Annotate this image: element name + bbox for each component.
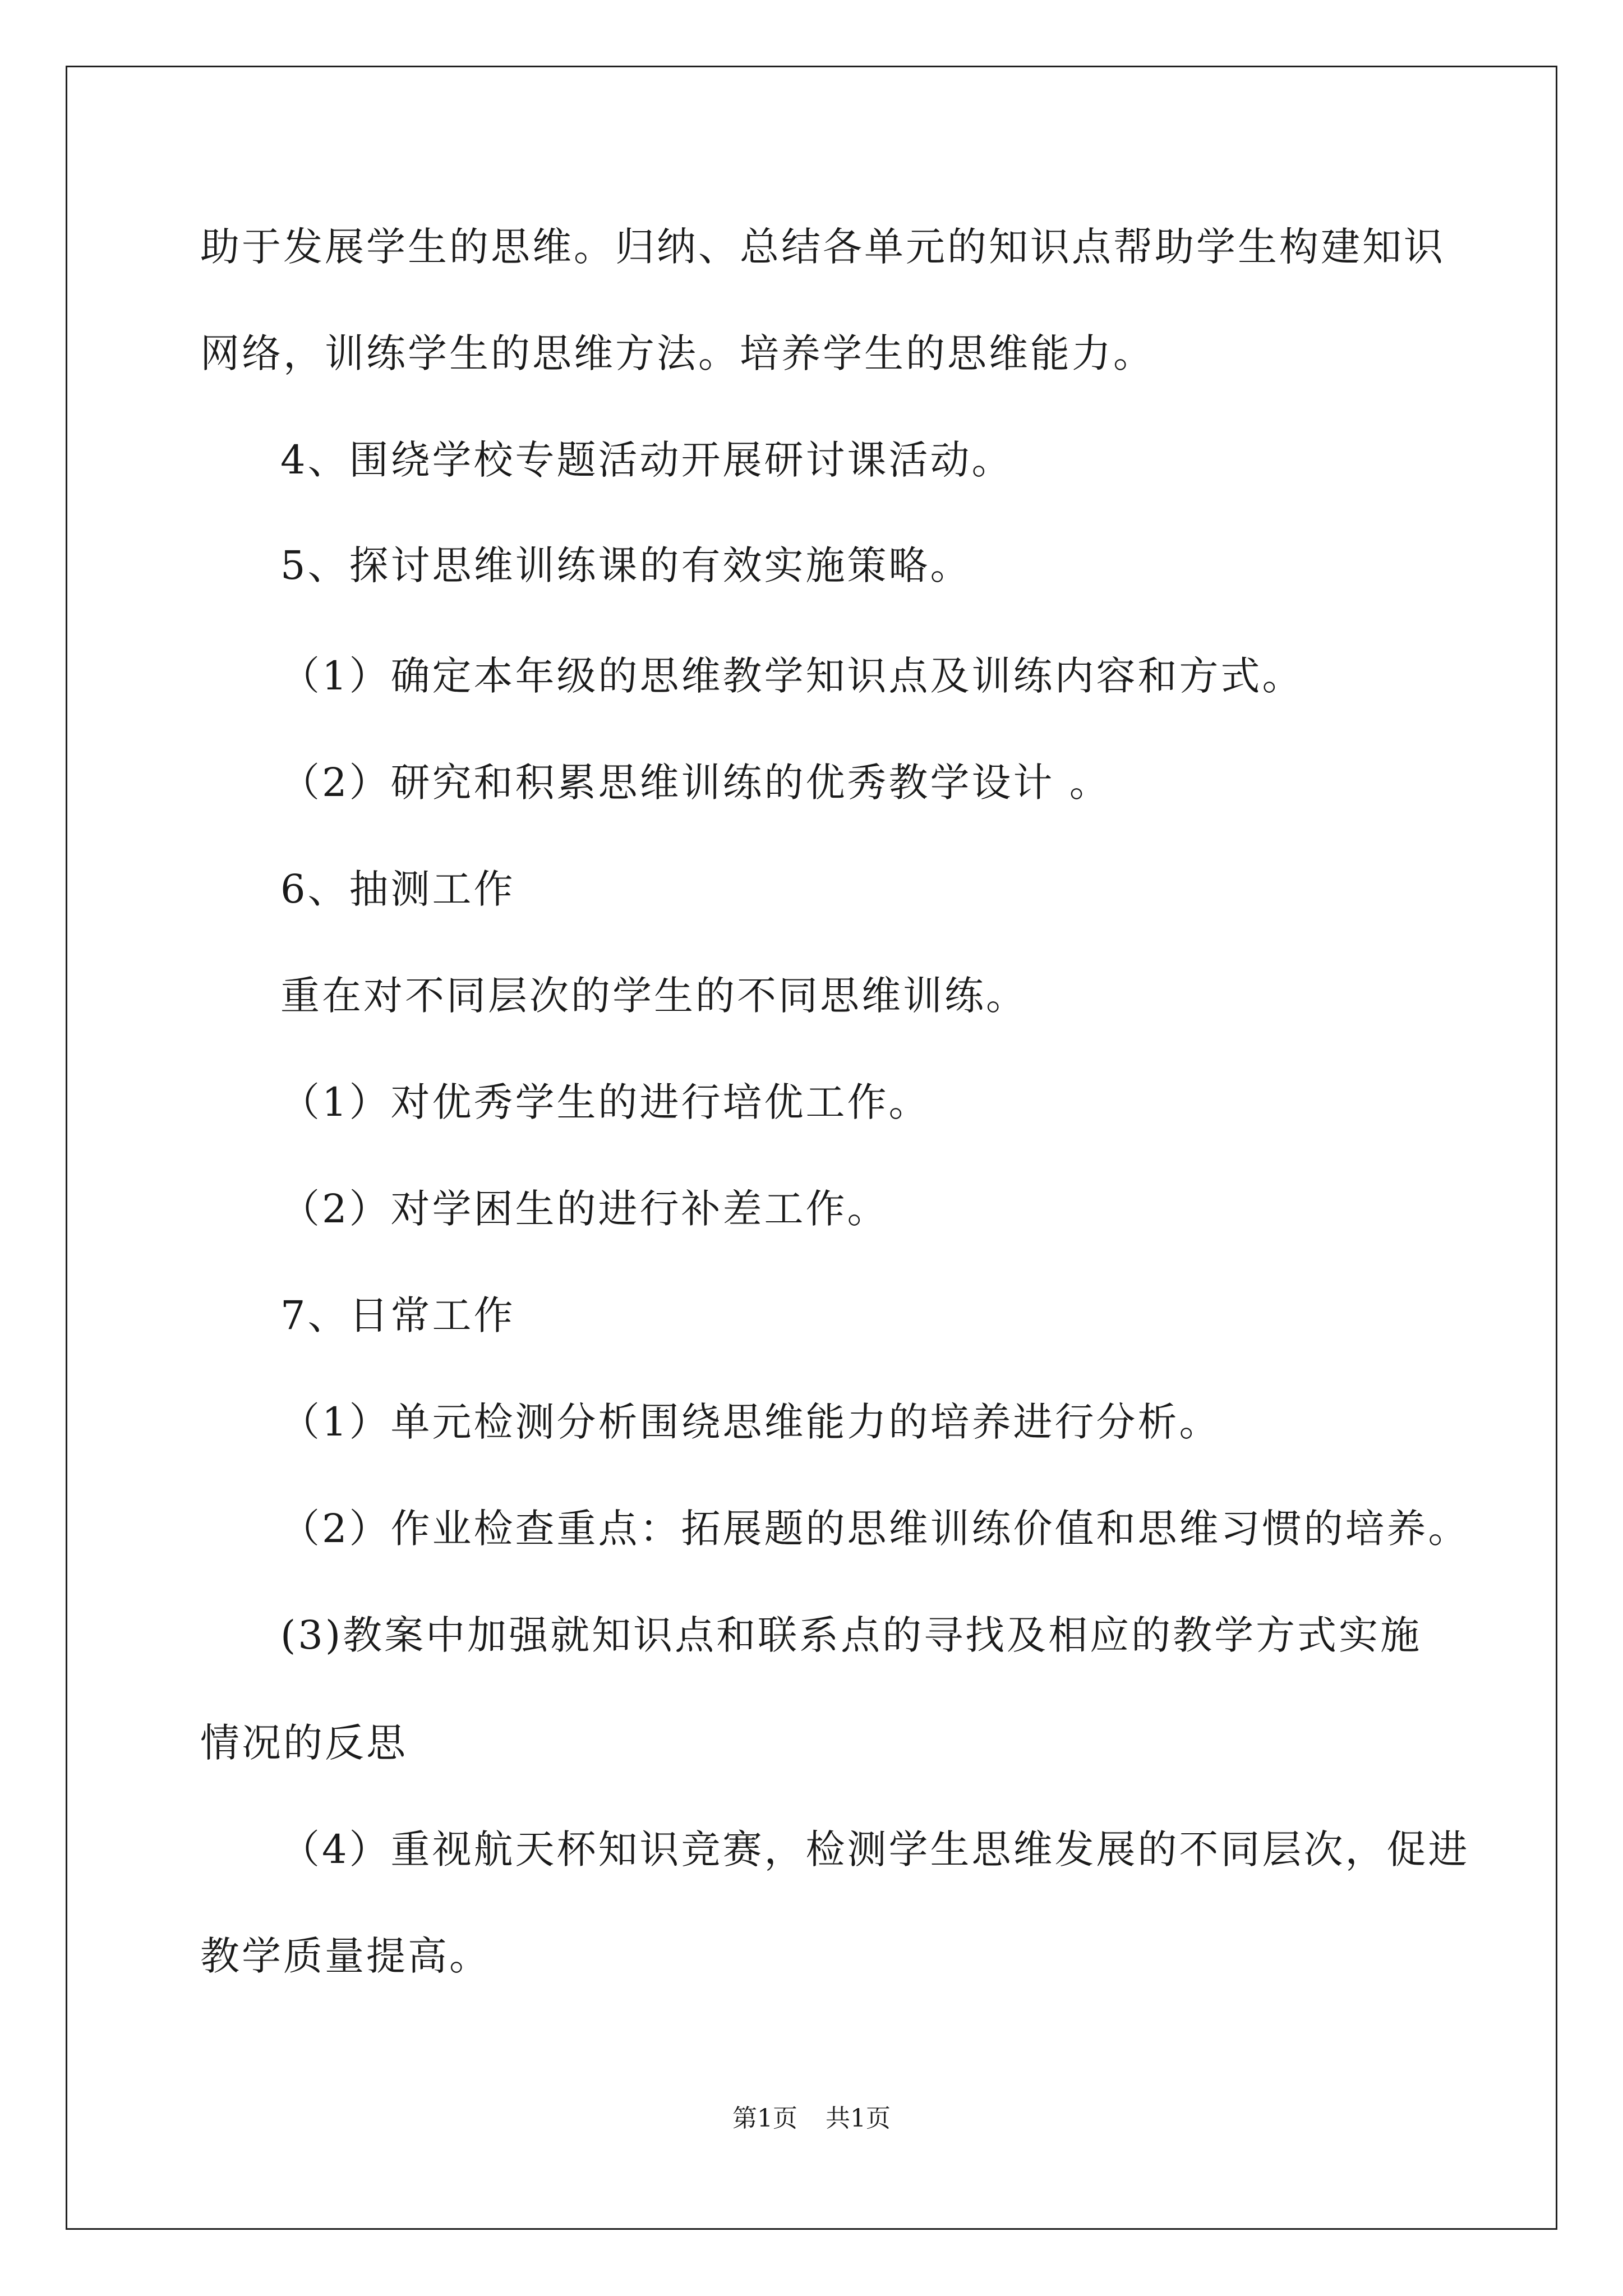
item-7-sub-1: （1）单元检测分析围绕思维能力的培养进行分析。 xyxy=(280,1399,1221,1445)
item-7: 7、日常工作 xyxy=(280,1292,515,1338)
item-7-sub-4: （4）重视航天杯知识竞赛，检测学生思维发展的不同层次，促进 xyxy=(280,1826,1470,1872)
item-6-sub-2: （2）对学困生的进行补差工作。 xyxy=(280,1186,889,1232)
item-5-sub-1: （1）确定本年级的思维教学知识点及训练内容和方式。 xyxy=(280,653,1304,699)
page-total: 共1页 xyxy=(826,2104,891,2133)
page-border xyxy=(66,66,1557,2230)
item-7-sub-4-cont: 教学质量提高。 xyxy=(200,1933,491,1979)
item-6-intro: 重在对不同层次的学生的不同思维训练。 xyxy=(280,973,1027,1019)
item-7-sub-2: （2）作业检查重点：拓展题的思维训练价值和思维习惯的培养。 xyxy=(280,1506,1470,1552)
item-6: 6、抽测工作 xyxy=(280,866,515,912)
paragraph-line-2: 网络，训练学生的思维方法。培养学生的思维能力。 xyxy=(200,330,1155,376)
page-number: 第1页 xyxy=(732,2104,797,2133)
item-5-sub-2: （2）研究和积累思维训练的优秀教学设计 。 xyxy=(280,760,1111,806)
page-footer xyxy=(0,2102,1623,2136)
item-4: 4、围绕学校专题活动开展研讨课活动。 xyxy=(280,437,1013,483)
item-7-sub-3-cont: 情况的反思 xyxy=(200,1720,408,1766)
item-5: 5、探讨思维训练课的有效实施策略。 xyxy=(280,542,972,588)
item-7-sub-3: (3)教案中加强就知识点和联系点的寻找及相应的教学方式实施 xyxy=(280,1612,1422,1658)
item-6-sub-1: （1）对优秀学生的进行培优工作。 xyxy=(280,1079,930,1125)
paragraph-line-1: 助于发展学生的思维。归纳、总结各单元的知识点帮助学生构建知识 xyxy=(200,224,1445,270)
